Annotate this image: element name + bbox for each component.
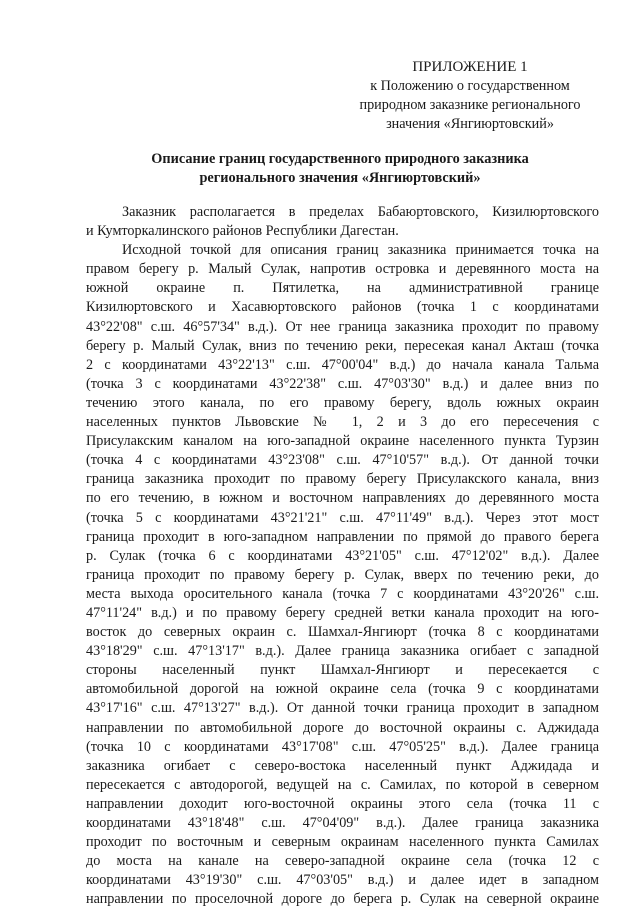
- paragraph-line: (точка 5 с координатами 43°21'21" с.ш. 47°11'49" в.д.). Через этот мост: [86, 509, 599, 526]
- paragraph-line: восток до северных окраин с. Шамхал-Янгиюрт (точка 8 с координатами: [86, 624, 599, 641]
- paragraph-line: 47°11'24" в.д.) и по правому берегу средней ветки канала проходит на юго-: [86, 604, 599, 621]
- paragraph-line: направлении доходит юго-восточной окраины этого села (точка 11 с: [86, 795, 599, 812]
- appendix-line: значения «Янгиюртовский»: [386, 116, 554, 132]
- paragraph-line: 43°22'08" с.ш. 46°57'34" в.д.). От нее граница заказника проходит по правому: [86, 318, 599, 335]
- document-body: [86, 203, 599, 909]
- paragraph-line: Заказник располагается в пределах Бабаюртовского, Кизилюртовского: [122, 204, 599, 220]
- paragraph-line: граница проходит в юго-западном направлении по прямой до правого берега: [86, 528, 599, 545]
- appendix-line: природном заказнике регионального: [359, 97, 581, 113]
- paragraph-line: р. Сулак (точка 6 с координатами 43°21'05" с.ш. 47°12'02" в.д.). Далее: [86, 547, 599, 564]
- title-line: регионального значения «Янгиюртовский»: [199, 170, 481, 186]
- paragraph-line: граница проходит по правому берегу р. Сулак, вверх по течению реки, до: [86, 566, 599, 583]
- appendix-line: к Положению о государственном: [370, 78, 570, 94]
- paragraph: [86, 203, 599, 241]
- paragraph-line: стороны населенный пункт Шамхал-Янгиюрт и пересекается с: [86, 662, 599, 679]
- paragraph-line: 2 с координатами 43°22'13" с.ш. 47°00'04" в.д.) до начала канала Тальма: [86, 356, 599, 373]
- paragraph-line: до моста на канале на северо-западной окраине села (точка 12 с: [86, 853, 599, 870]
- paragraph-line: направлении по проселочной дороге до берега р. Сулак на северной окраине: [86, 891, 599, 908]
- paragraph-line: (точка 3 с координатами 43°22'38" с.ш. 47°03'30" в.д.) и далее вниз по: [86, 375, 599, 392]
- paragraph-line: (точка 4 с координатами 43°23'08" с.ш. 47°10'57" в.д.). От данной точки: [86, 452, 599, 469]
- paragraph-line: направлении по автомобильной дороге до восточной окраины с. Аджидада: [86, 719, 599, 736]
- paragraph: [86, 241, 599, 909]
- appendix-heading: ПРИЛОЖЕНИЕ 1: [412, 59, 528, 75]
- paragraph-line: заказника огибает с северо-востока населенный пункт Аджидада и: [86, 757, 599, 774]
- paragraph-line: Кизилюртовского и Хасавюртовского районов (точка 1 с координатами: [86, 299, 599, 316]
- paragraph-line: правом берегу р. Малый Сулак, напротив островка и деревянного моста на: [86, 261, 599, 278]
- document-title: [90, 150, 590, 188]
- paragraph-line: 43°18'29" с.ш. 47°13'17" в.д.). Далее граница заказника огибает с западной: [86, 643, 599, 660]
- title-line: Описание границ государственного природного заказника: [151, 151, 529, 167]
- paragraph-line: (точка 10 с координатами 43°17'08" с.ш. 47°05'25" в.д.). Далее граница: [86, 738, 599, 755]
- paragraph-line: граница заказника проходит по правому берегу Присулакского канала, вниз: [86, 471, 599, 488]
- paragraph-line: места выхода оросительного канала (точка 7 с координатами 43°20'26" с.ш.: [86, 585, 599, 602]
- paragraph-line: южной окраине п. Пятилетка, на административной границе: [86, 280, 599, 297]
- paragraph-line: течению этого канала, по его правому берегу, вдоль южных окраин: [86, 394, 599, 411]
- paragraph-line: Исходной точкой для описания границ заказника принимается точка на: [122, 242, 599, 259]
- paragraph-line: берегу р. Малый Сулак, вниз по течению реки, пересекая канал Акташ (точка: [86, 337, 599, 354]
- paragraph-line: Присулакским каналом на юго-западной окраине населенного пункта Турзин: [86, 433, 599, 450]
- paragraph-line: проходит по восточным и северным окраинам населенного пункта Самилах: [86, 834, 599, 851]
- paragraph-line: населенных пунктов Львовские № 1, 2 и 3 до его пересечения с: [86, 414, 599, 431]
- paragraph-line: координатами 43°19'30" с.ш. 47°03'05" в.д.) и далее идет в западном: [86, 872, 599, 889]
- paragraph-line: по его течению, в южном и восточном направлениях до деревянного моста: [86, 490, 599, 507]
- paragraph-line: координатами 43°18'48" с.ш. 47°04'09" в.д.). Далее граница заказника: [86, 815, 599, 831]
- appendix-header: [342, 58, 598, 134]
- paragraph-line: и Кумторкалинского районов Республики Дагестан.: [86, 223, 399, 240]
- paragraph-line: 43°17'16" с.ш. 47°13'27" в.д.). От данной точки граница проходит в западном: [86, 700, 599, 717]
- paragraph-line: пересекается с автодорогой, ведущей на с. Самилах, по которой в северном: [86, 776, 599, 793]
- paragraph-line: автомобильной дорогой на южной окраине села (точка 9 с координатами: [86, 681, 599, 698]
